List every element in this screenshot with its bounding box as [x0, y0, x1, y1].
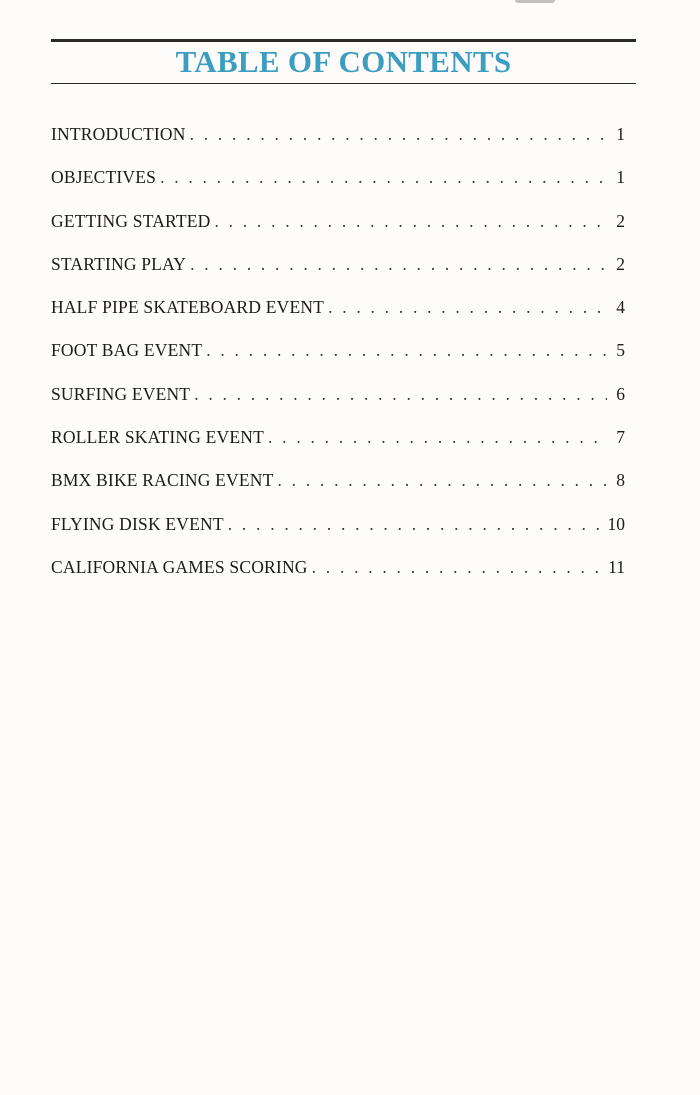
- toc-entry-title: OBJECTIVES: [51, 167, 157, 188]
- toc-entry: [51, 470, 625, 513]
- toc-entry-page: 5: [616, 340, 625, 361]
- toc-entry-page: 1: [616, 124, 625, 144]
- toc-entry: [51, 297, 625, 340]
- toc-entry-title: INTRODUCTION: [51, 124, 186, 144]
- toc-entry-title: FLYING DISK EVENT: [51, 513, 224, 534]
- dot-leader: [160, 167, 607, 188]
- toc-entry: [51, 211, 625, 254]
- toc-entry-title: ROLLER SKATING EVENT: [51, 427, 265, 448]
- toc-entry-page: 1: [616, 167, 625, 188]
- toc-entry-page: 4: [616, 297, 625, 318]
- toc-entry-title: GETTING STARTED: [51, 210, 211, 231]
- dot-leader: [228, 514, 600, 535]
- dot-leader: [194, 384, 607, 405]
- toc-entry: [51, 514, 625, 557]
- dot-leader: [206, 340, 607, 361]
- toc-entry: [51, 340, 625, 383]
- toc-entry-page: 7: [616, 427, 625, 448]
- toc-list: [51, 124, 625, 600]
- dot-leader: [328, 297, 607, 318]
- page-corner-mark: [515, 0, 555, 3]
- dot-leader: [268, 427, 607, 448]
- toc-entry: [51, 254, 625, 297]
- dot-leader: [190, 124, 607, 145]
- toc-entry-title: HALF PIPE SKATEBOARD EVENT: [51, 297, 325, 318]
- toc-entry: [51, 427, 625, 470]
- toc-entry-page: 8: [616, 470, 625, 491]
- toc-entry: [51, 124, 625, 167]
- dot-leader: [214, 211, 607, 232]
- toc-entry-title: SURFING EVENT: [51, 383, 191, 404]
- toc-entry-page: 10: [607, 513, 625, 534]
- toc-entry: [51, 384, 625, 427]
- toc-entry-page: 11: [608, 556, 625, 577]
- page-title: TABLE OF CONTENTS: [175, 44, 512, 79]
- toc-entry-title: BMX BIKE RACING EVENT: [51, 470, 274, 491]
- toc-entry: [51, 557, 625, 600]
- dot-leader: [277, 470, 607, 491]
- toc-entry-page: 6: [616, 383, 625, 404]
- toc-entry-page: 2: [616, 210, 625, 231]
- toc-entry: [51, 167, 625, 210]
- toc-entry-title: STARTING PLAY: [51, 253, 187, 274]
- title-banner: [51, 39, 636, 84]
- toc-entry-title: CALIFORNIA GAMES SCORING: [51, 556, 308, 577]
- toc-entry-page: 2: [616, 253, 625, 274]
- dot-leader: [312, 557, 601, 578]
- dot-leader: [190, 254, 607, 275]
- toc-entry-title: FOOT BAG EVENT: [51, 340, 203, 361]
